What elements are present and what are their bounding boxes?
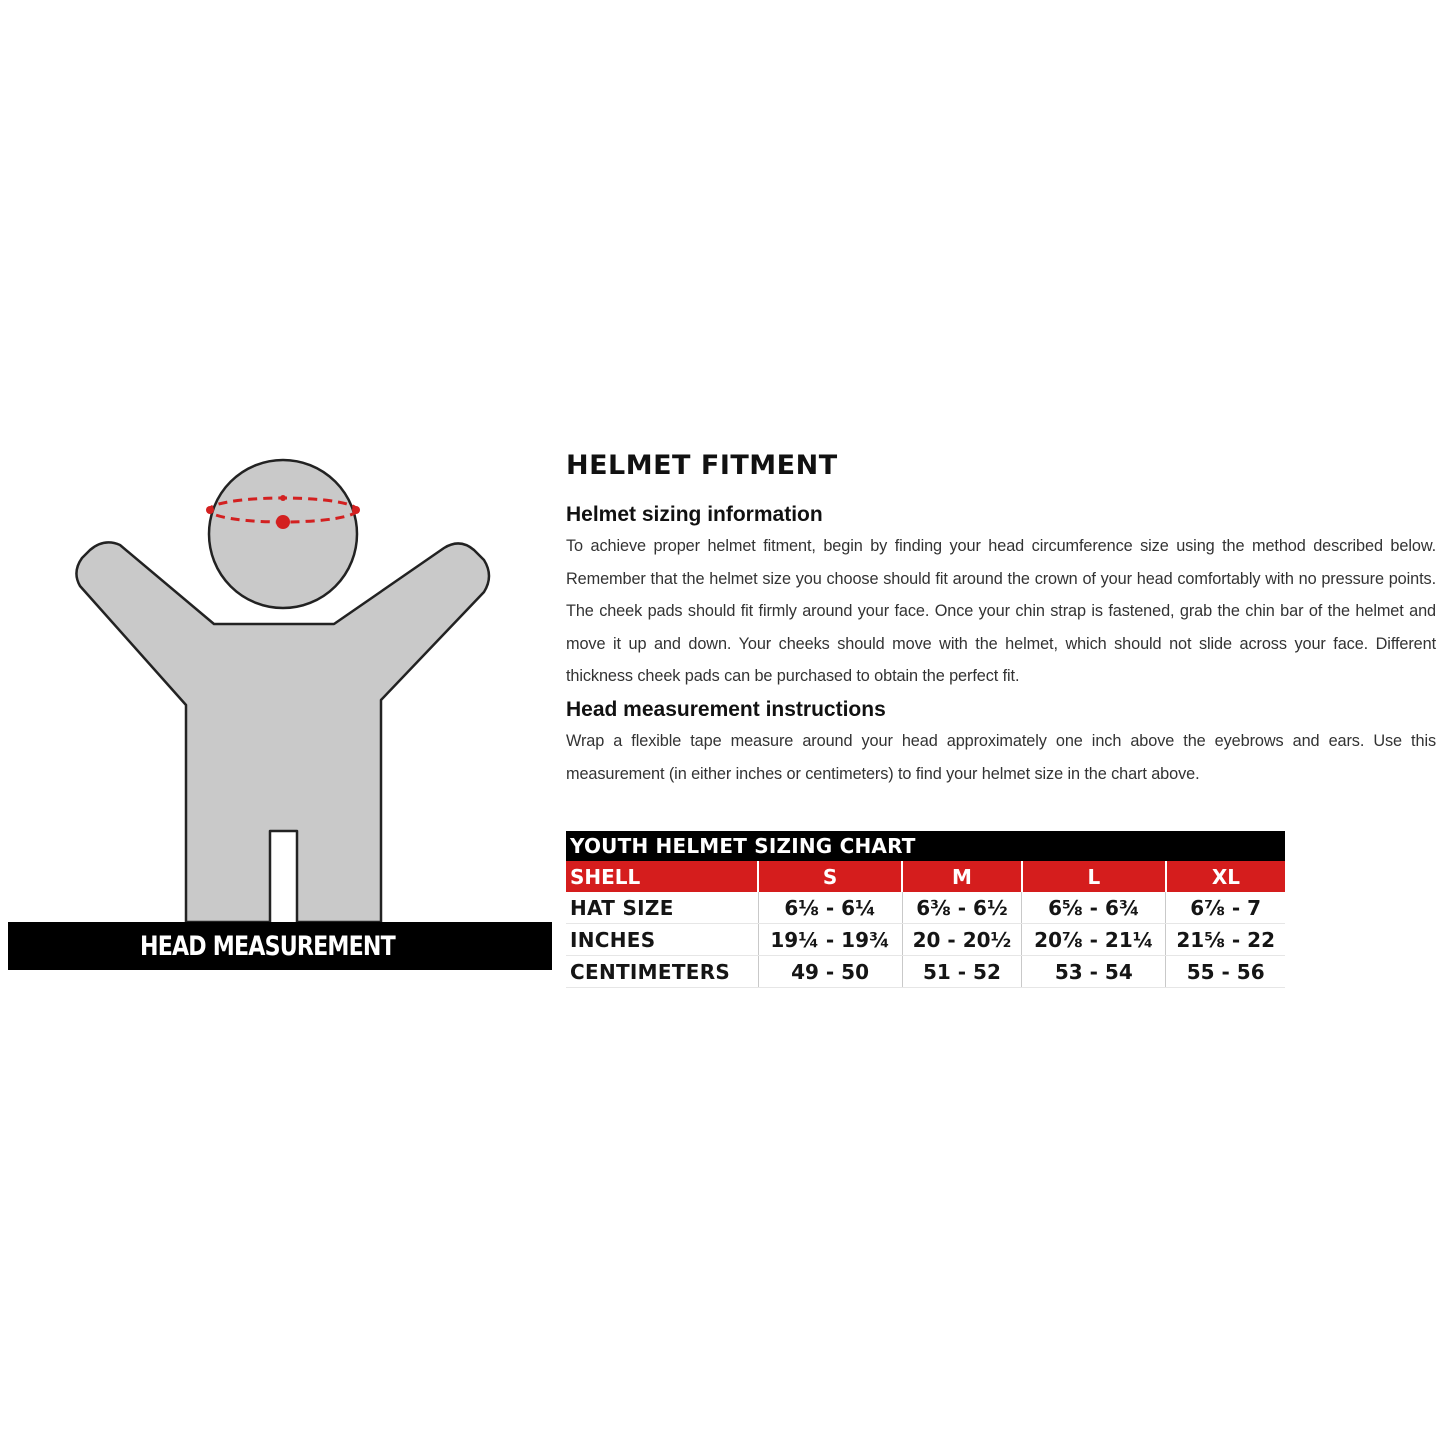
table-cell: 55 - 56 [1166, 956, 1285, 988]
head-circle [209, 460, 357, 608]
table-cell: 53 - 54 [1022, 956, 1166, 988]
chart-title-row [566, 831, 1285, 861]
table-cell: 51 - 52 [902, 956, 1022, 988]
chart-title: YOUTH HELMET SIZING CHART [566, 831, 1285, 861]
table-cell: 49 - 50 [758, 956, 902, 988]
table-cell: 6⅛ - 6¼ [758, 892, 902, 924]
measurement-paragraph: Wrap a flexible tape measure around your head approximately one inch above the eyebrows and ears. Use this measurement (in either inches or centimeters) to find your helmet size in the chart above. [566, 731, 1436, 783]
page-title: HELMET FITMENT [566, 450, 838, 481]
table-cell: 6⅜ - 6½ [902, 892, 1022, 924]
size-header-s: S [758, 861, 902, 892]
measurement-heading: Head measurement instructions [566, 697, 886, 721]
size-header-m: M [902, 861, 1022, 892]
table-row [566, 924, 1285, 956]
table-cell: 21⅝ - 22 [1166, 924, 1285, 956]
chart-header-row [566, 861, 1285, 892]
table-row [566, 892, 1285, 924]
row-label-inches: INCHES [566, 924, 758, 956]
youth-sizing-chart [566, 831, 1285, 988]
table-cell: 20⅞ - 21¼ [1022, 924, 1166, 956]
sizing-paragraph: To achieve proper helmet fitment, begin by finding your head circumference size using the method described below. Remember that the helmet size you choose should fit around the crown of your head comfortably with no pressure points. The cheek pads should fit firmly around your face. Once your chin strap is fastened, grab the chin bar of the helmet and move it up and down. Your cheeks should move with the helmet, which should not slide across your face. Different thickness cheek pads can be purchased to obtain the perfect fit. [566, 537, 1436, 686]
row-label-hat-size: HAT SIZE [566, 892, 758, 924]
table-cell: 6⅝ - 6¾ [1022, 892, 1166, 924]
head-measurement-banner [8, 922, 552, 970]
size-header-l: L [1022, 861, 1166, 892]
size-header-xl: XL [1166, 861, 1285, 892]
head-measurement-label: HEAD MEASUREMENT [139, 930, 395, 962]
table-cell: 20 - 20½ [902, 924, 1022, 956]
row-label-centimeters: CENTIMETERS [566, 956, 758, 988]
child-figure-icon [0, 0, 560, 1000]
table-cell: 6⅞ - 7 [1166, 892, 1285, 924]
table-row [566, 956, 1285, 988]
fitment-info [566, 446, 1441, 790]
shell-header: SHELL [566, 861, 758, 892]
sizing-heading: Helmet sizing information [566, 503, 823, 526]
table-cell: 19¼ - 19¾ [758, 924, 902, 956]
